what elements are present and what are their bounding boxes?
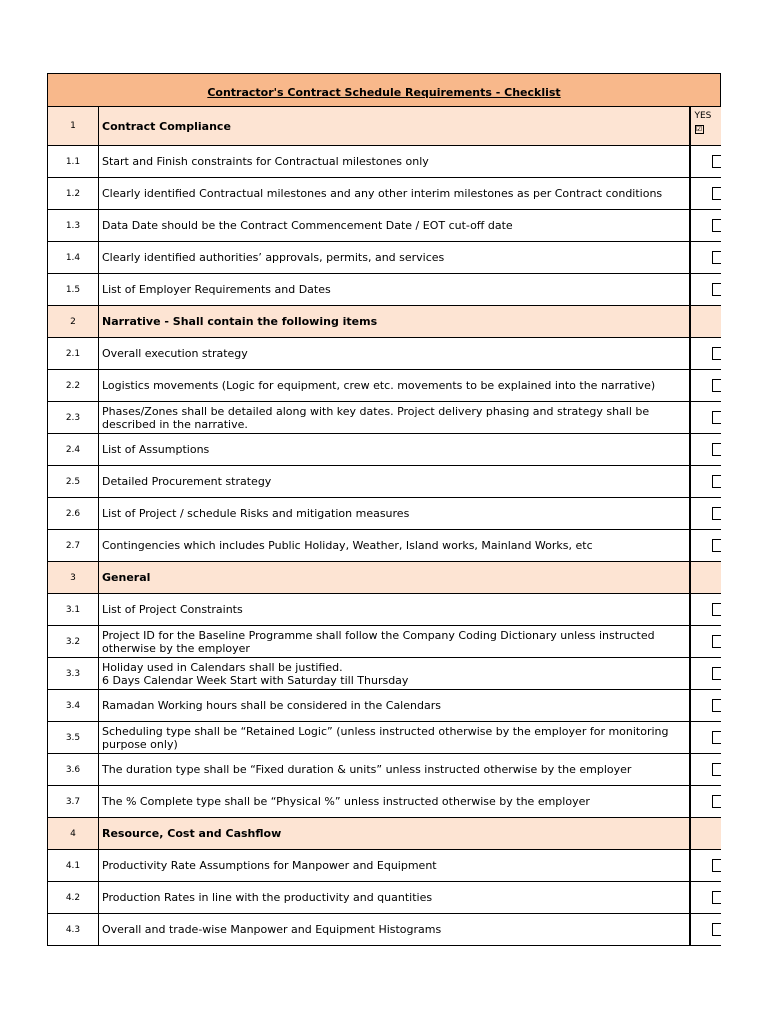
requirement-line: Holiday used in Calendars shall be justified. — [102, 660, 343, 674]
checklist-row — [48, 274, 721, 306]
yes-cell — [690, 306, 721, 338]
requirement-text — [99, 754, 690, 786]
requirement-text — [99, 338, 690, 370]
section-heading — [99, 107, 690, 146]
requirement-line: Data Date should be the Contract Commencement Date / EOT cut-off date — [102, 219, 513, 232]
requirement-text — [99, 178, 690, 210]
yes-checkbox[interactable] — [712, 699, 721, 712]
requirement-text — [99, 242, 690, 274]
yes-checkbox[interactable] — [712, 667, 721, 680]
checklist-row — [48, 594, 721, 626]
yes-checkbox[interactable] — [712, 379, 721, 392]
requirement-line: Narrative - Shall contain the following items — [102, 315, 378, 328]
row-number: 3.2 — [48, 626, 99, 658]
requirement-text — [99, 434, 690, 466]
yes-cell — [690, 818, 721, 850]
checklist-row — [48, 434, 721, 466]
checklist-row — [48, 242, 721, 274]
yes-checkbox[interactable] — [712, 923, 721, 936]
requirement-line: Resource, Cost and Cashflow — [102, 827, 282, 840]
section-row — [48, 306, 721, 338]
yes-cell — [690, 274, 721, 306]
row-number: 1.5 — [48, 274, 99, 306]
title-row — [48, 74, 721, 107]
checklist-row — [48, 882, 721, 914]
yes-cell — [690, 562, 721, 594]
yes-cell — [690, 146, 721, 178]
yes-checkbox[interactable] — [712, 475, 721, 488]
yes-cell — [690, 370, 721, 402]
yes-checkbox[interactable] — [712, 763, 721, 776]
yes-checkbox[interactable] — [712, 155, 721, 168]
requirement-line: Productivity Rate Assumptions for Manpower and Equipment — [102, 859, 437, 872]
row-number: 3.4 — [48, 690, 99, 722]
requirement-line: List of Project Constraints — [102, 603, 243, 616]
checklist-row — [48, 658, 721, 690]
yes-cell — [690, 658, 721, 690]
requirement-line: General — [102, 571, 151, 584]
requirement-line: Start and Finish constraints for Contractual milestones only — [102, 155, 429, 168]
row-number: 3 — [48, 562, 99, 594]
checklist-row — [48, 178, 721, 210]
checklist-row — [48, 210, 721, 242]
yes-checkbox[interactable] — [712, 219, 721, 232]
checklist-row — [48, 786, 721, 818]
requirement-line: Contract Compliance — [102, 119, 231, 133]
row-number: 2.6 — [48, 498, 99, 530]
yes-checkbox[interactable] — [712, 347, 721, 360]
yes-checkbox[interactable] — [712, 635, 721, 648]
yes-cell — [690, 690, 721, 722]
page-title: Contractor's Contract Schedule Requirements - Checklist — [207, 85, 561, 99]
requirement-text — [99, 914, 690, 946]
yes-checkbox[interactable] — [712, 507, 721, 520]
requirement-line: 6 Days Calendar Week Start with Saturday till Thursday — [102, 673, 409, 687]
row-number: 3.7 — [48, 786, 99, 818]
row-number: 3.5 — [48, 722, 99, 754]
checklist-row — [48, 626, 721, 658]
row-number: 2.1 — [48, 338, 99, 370]
yes-checkbox[interactable] — [712, 443, 721, 456]
section-heading — [99, 562, 690, 594]
requirement-line: Scheduling type shall be “Retained Logic” (unless instructed otherwise by the employer for monitoring purpose only) — [102, 724, 669, 751]
section-row — [48, 562, 721, 594]
yes-cell — [690, 338, 721, 370]
requirement-text — [99, 274, 690, 306]
requirement-line: Production Rates in line with the productivity and quantities — [102, 891, 433, 904]
yes-checkbox[interactable] — [712, 411, 721, 424]
requirement-text — [99, 466, 690, 498]
checklist-row — [48, 370, 721, 402]
checklist-row — [48, 722, 721, 754]
row-number: 4.3 — [48, 914, 99, 946]
checklist-row — [48, 914, 721, 946]
yes-header-checkbox-icon: ☑ — [695, 125, 703, 133]
yes-cell — [690, 210, 721, 242]
section-row — [48, 107, 721, 146]
row-number: 2.4 — [48, 434, 99, 466]
yes-checkbox[interactable] — [712, 187, 721, 200]
checklist-body — [48, 74, 721, 946]
requirement-line: Phases/Zones shall be detailed along with key dates. Project delivery phasing and strategy shall be described in the narrative. — [102, 404, 650, 431]
checklist-row — [48, 850, 721, 882]
yes-cell — [690, 786, 721, 818]
row-number: 2.7 — [48, 530, 99, 562]
requirement-line: The duration type shall be “Fixed duration & units” unless instructed otherwise by the employer — [102, 763, 632, 776]
requirement-line: Overall and trade-wise Manpower and Equipment Histograms — [102, 923, 442, 936]
yes-cell — [690, 530, 721, 562]
section-heading — [99, 818, 690, 850]
row-number: 2.2 — [48, 370, 99, 402]
requirement-line: List of Assumptions — [102, 443, 210, 456]
yes-cell — [690, 178, 721, 210]
row-number: 3.3 — [48, 658, 99, 690]
yes-checkbox[interactable] — [712, 795, 721, 808]
row-number: 4.1 — [48, 850, 99, 882]
row-number: 1 — [48, 107, 99, 146]
requirement-line: Overall execution strategy — [102, 347, 248, 360]
requirement-line: Detailed Procurement strategy — [102, 475, 272, 488]
yes-cell — [690, 466, 721, 498]
checklist-row — [48, 466, 721, 498]
requirement-line: Ramadan Working hours shall be considered in the Calendars — [102, 699, 441, 712]
requirement-line: Clearly identified authorities’ approvals, permits, and services — [102, 251, 445, 264]
requirement-text — [99, 690, 690, 722]
yes-checkbox[interactable] — [712, 539, 721, 552]
yes-cell — [690, 242, 721, 274]
row-number: 4.2 — [48, 882, 99, 914]
requirement-text — [99, 722, 690, 754]
section-heading — [99, 306, 690, 338]
yes-cell — [690, 754, 721, 786]
checklist-row — [48, 530, 721, 562]
requirement-text — [99, 370, 690, 402]
row-number: 3.6 — [48, 754, 99, 786]
yes-checkbox[interactable] — [712, 731, 721, 744]
requirement-text — [99, 210, 690, 242]
requirement-text — [99, 658, 690, 690]
row-number: 4 — [48, 818, 99, 850]
yes-header-label: YES — [694, 111, 712, 121]
requirement-line: Clearly identified Contractual milestones and any other interim milestones as per Contract conditions — [102, 187, 663, 200]
requirement-text — [99, 626, 690, 658]
requirement-text — [99, 498, 690, 530]
yes-checkbox[interactable] — [712, 859, 721, 872]
yes-checkbox[interactable] — [712, 891, 721, 904]
title-cell — [48, 74, 721, 107]
checklist-row — [48, 402, 721, 434]
checklist-row — [48, 754, 721, 786]
requirement-line: List of Project / schedule Risks and mitigation measures — [102, 507, 410, 520]
checklist-row — [48, 690, 721, 722]
requirement-text — [99, 786, 690, 818]
yes-cell — [690, 882, 721, 914]
yes-cell — [690, 434, 721, 466]
row-number: 2 — [48, 306, 99, 338]
row-number: 1.1 — [48, 146, 99, 178]
yes-column-header — [695, 111, 712, 134]
yes-cell — [690, 914, 721, 946]
requirement-text — [99, 402, 690, 434]
requirement-text — [99, 530, 690, 562]
requirement-line: Logistics movements (Logic for equipment, crew etc. movements to be explained into the narrative) — [102, 379, 656, 392]
row-number: 3.1 — [48, 594, 99, 626]
yes-cell — [690, 402, 721, 434]
row-number: 1.2 — [48, 178, 99, 210]
checklist-row — [48, 498, 721, 530]
requirement-text — [99, 850, 690, 882]
requirement-line: The % Complete type shall be “Physical %” unless instructed otherwise by the employer — [102, 795, 590, 808]
yes-cell — [690, 107, 721, 146]
yes-cell — [690, 594, 721, 626]
section-row — [48, 818, 721, 850]
yes-checkbox[interactable] — [712, 251, 721, 264]
checklist-row — [48, 338, 721, 370]
row-number: 1.3 — [48, 210, 99, 242]
requirement-text — [99, 594, 690, 626]
yes-cell — [690, 722, 721, 754]
row-number: 2.5 — [48, 466, 99, 498]
yes-cell — [690, 850, 721, 882]
yes-checkbox[interactable] — [712, 283, 721, 296]
row-number: 2.3 — [48, 402, 99, 434]
requirement-line: Project ID for the Baseline Programme shall follow the Company Coding Dictionary unless instructed otherwise by the employer — [102, 628, 655, 655]
checklist-table — [47, 73, 721, 946]
requirement-text — [99, 882, 690, 914]
requirement-line: Contingencies which includes Public Holiday, Weather, Island works, Mainland Works, etc — [102, 539, 593, 552]
requirement-line: List of Employer Requirements and Dates — [102, 283, 331, 296]
row-number: 1.4 — [48, 242, 99, 274]
requirement-text — [99, 146, 690, 178]
yes-cell — [690, 498, 721, 530]
checklist-row — [48, 146, 721, 178]
yes-checkbox[interactable] — [712, 603, 721, 616]
yes-cell — [690, 626, 721, 658]
